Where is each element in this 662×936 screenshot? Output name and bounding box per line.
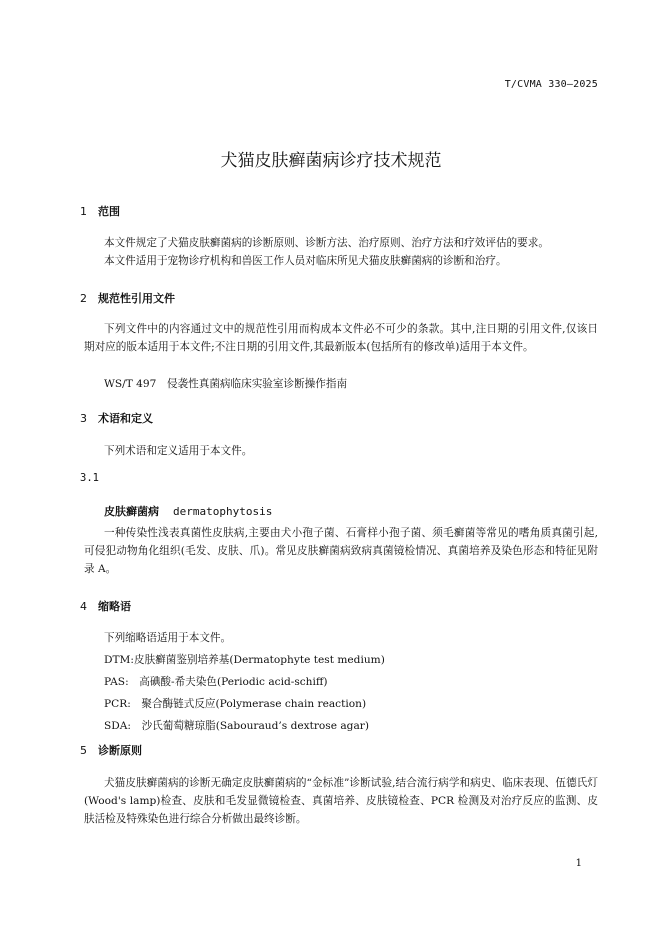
page-number: 1: [575, 858, 582, 869]
section-title: 缩略语: [98, 600, 131, 613]
section-title: 规范性引用文件: [98, 292, 175, 305]
section-number: 4: [80, 600, 87, 613]
abbreviation-item: PAS: 高碘酸-希夫染色(Periodic acid-schiff): [104, 676, 328, 688]
section-4-heading: [80, 598, 131, 614]
standard-code: T/CVMA 330—2025: [504, 79, 598, 90]
term-english: dermatophytosis: [173, 505, 273, 518]
term-number: 3.1: [80, 472, 99, 484]
section-number: 5: [80, 744, 87, 757]
section-5-paragraph-1: 犬猫皮肤癣菌病的诊断无确定皮肤癣菌病的“金标准”诊断试验,结合流行病学和病史、临床表现、伍德氏灯(Wood's lamp)检查、皮肤和毛发显微镜检查、真菌培养、皮肤镜检查、PCR 检测及对治疗反应的监测、皮肤活检及特殊染色进行综合分析做出最终诊断。: [84, 777, 598, 825]
section-5-heading: [80, 742, 142, 758]
term-entry: [104, 503, 272, 519]
abbreviation-item: DTM:皮肤癣菌鉴别培养基(Dermatophyte test medium): [104, 654, 385, 666]
document-title: 犬猫皮肤癣菌病诊疗技术规范: [220, 151, 442, 171]
section-1-paragraph-2: 本文件适用于宠物诊疗机构和兽医工作人员对临床所见犬猫皮肤癣菌病的诊断和治疗。: [104, 255, 507, 267]
abbreviation-item: SDA: 沙氏葡萄糖琼脂(Sabouraud’s dextrose agar): [104, 720, 369, 732]
section-1-paragraph-1: 本文件规定了犬猫皮肤癣菌病的诊断原则、诊断方法、治疗原则、治疗方法和疗效评估的要求。: [104, 237, 549, 249]
section-2-heading: [80, 290, 175, 306]
abbreviation-item: PCR: 聚合酶链式反应(Polymerase chain reaction): [104, 698, 367, 710]
section-number: 1: [80, 205, 87, 218]
normative-reference: WS/T 497 侵袭性真菌病临床实验室诊断操作指南: [104, 378, 348, 390]
section-2-paragraph-1: 下列文件中的内容通过文中的规范性引用而构成本文件必不可少的条款。其中,注日期的引用文件,仅该日期对应的版本适用于本文件;不注日期的引用文件,其最新版本(包括所有的修改单)适用于本文件。: [84, 323, 598, 353]
section-3-paragraph-1: 下列术语和定义适用于本文件。: [104, 445, 253, 457]
section-4-paragraph-1: 下列缩略语适用于本文件。: [104, 632, 232, 644]
section-number: 3: [80, 412, 87, 425]
section-title: 范围: [98, 205, 120, 218]
section-3-heading: [80, 410, 153, 426]
term-chinese: 皮肤癣菌病: [104, 505, 159, 518]
term-definition: 一种传染性浅表真菌性皮肤病,主要由犬小孢子菌、石膏样小孢子菌、须毛癣菌等常见的嗜角质真菌引起,可侵犯动物角化组织(毛发、皮肤、爪)。常见皮肤癣菌病致病真菌镜检情况、真菌培养及染色形态和特征见附录 A。: [84, 527, 598, 575]
section-title: 术语和定义: [98, 412, 153, 425]
section-number: 2: [80, 292, 87, 305]
section-1-heading: [80, 203, 120, 219]
section-title: 诊断原则: [98, 744, 142, 757]
